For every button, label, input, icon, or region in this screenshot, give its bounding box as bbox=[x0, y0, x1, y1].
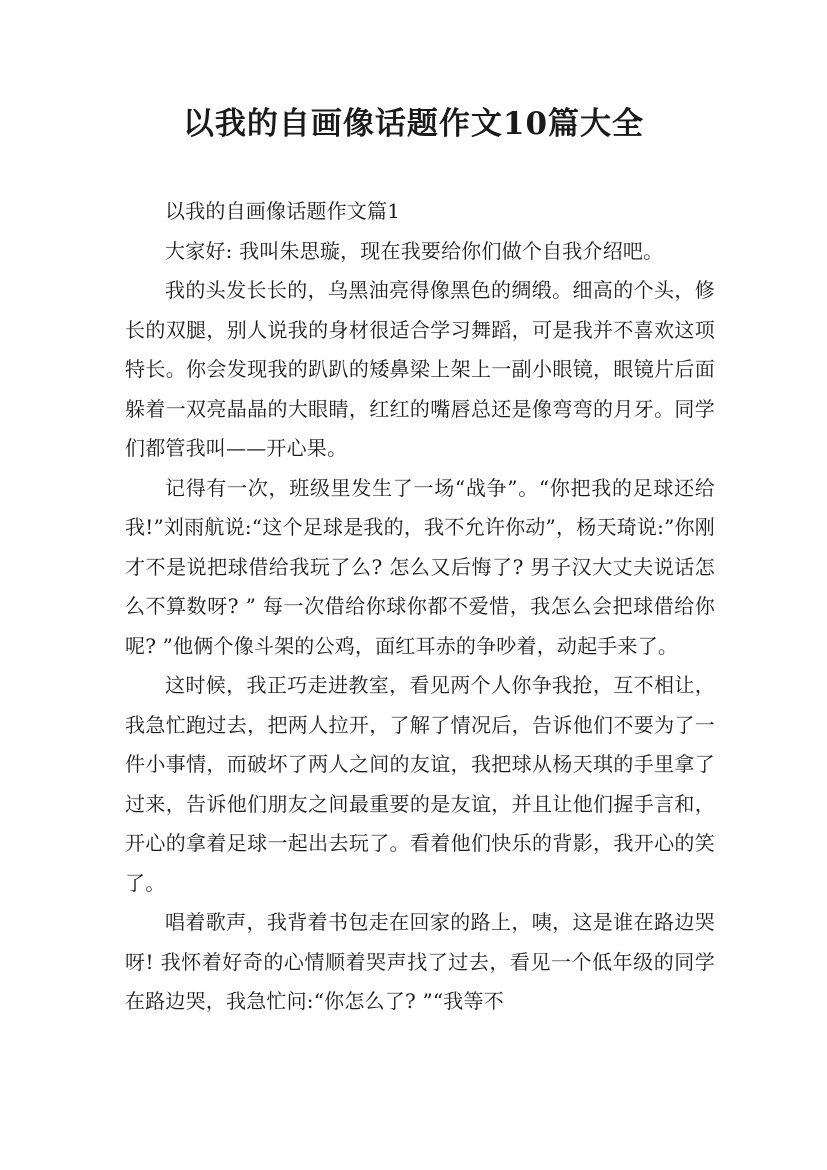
paragraph-appearance: 我的头发长长的，乌黑油亮得像黑色的绸缎。细高的个头，修长的双腿，别人说我的身材很适合学习舞蹈，可是我并不喜欢这项特长。你会发现我的趴趴的矮鼻梁上架上一副小眼镜，眼镜片后面躲着一双亮晶晶的大眼睛，红红的嘴唇总还是像弯弯的月牙。同学们都管我叫——开心果。 bbox=[125, 278, 715, 460]
paragraph-war-story: 记得有一次，班级里发生了一场“战争”。“你把我的足球还给我!”刘雨航说:“这个足球是我的，我不允许你动”，杨天琦说:”你刚才不是说把球借给我玩了么? 怎么又后悔了? 男子汉大丈夫说话怎么不算数呀? ” 每一次借给你球你都不爱惜，我怎么会把球借给你呢? ”他俩个像斗架的公鸡，面红耳赤的争吵着，动起手来了。 bbox=[125, 475, 715, 658]
paragraph-greeting: 大家好: 我叫朱思璇，现在我要给你们做个自我介绍吧。 bbox=[165, 238, 664, 263]
paragraph-mediation: 这时候，我正巧走进教室，看见两个人你争我抢，互不相让，我急忙跑过去，把两人拉开，了解了情况后，告诉他们不要为了一件小事情，而破坏了两人之间的友谊，我把球从杨天琪的手里拿了过来，告诉他们朋友之间最重要的是友谊，并且让他们握手言和，开心的拿着足球一起出去玩了。看着他们快乐的背影，我开心的笑了。 bbox=[125, 673, 715, 895]
document-title: 以我的自画像话题作文10篇大全 bbox=[182, 106, 645, 142]
essay-heading: 以我的自画像话题作文篇1 bbox=[165, 199, 401, 223]
paragraph-way-home: 唱着歌声，我背着书包走在回家的路上，咦，这是谁在路边哭呀! 我怀着好奇的心情顺着哭声找了过去，看见一个低年级的同学在路边哭，我急忙问:“你怎么了? ”“我等不 bbox=[125, 910, 715, 1013]
document-body bbox=[125, 192, 715, 1022]
